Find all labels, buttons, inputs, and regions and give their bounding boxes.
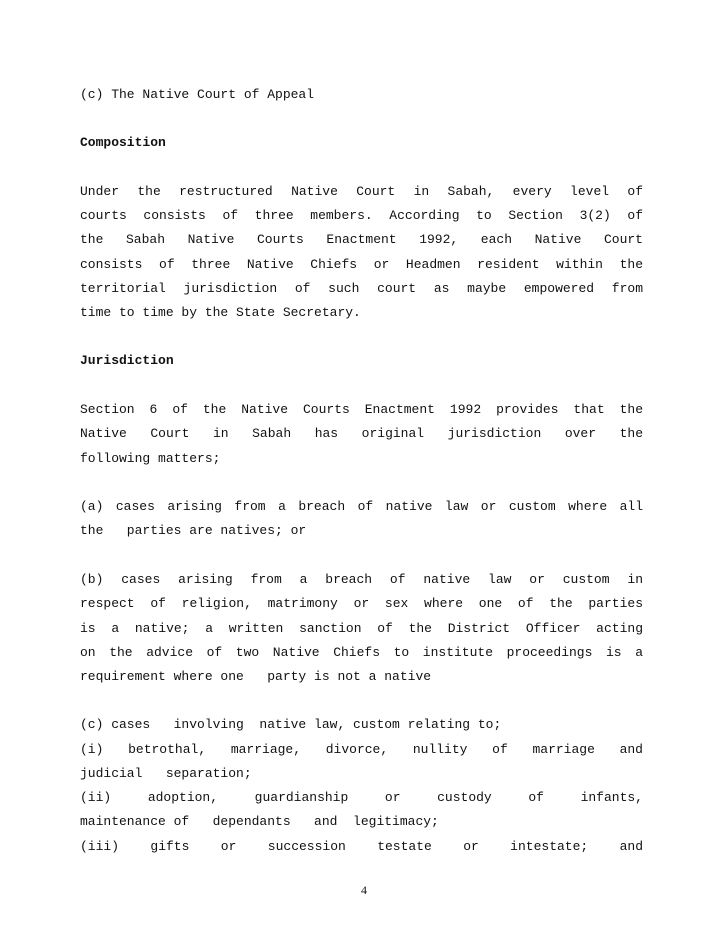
composition-line: courts consists of three members. According to Section 3(2) of [80,208,643,223]
item-a-line: the parties are natives; or [80,523,307,538]
item-c-line: (c) cases involving native law, custom relating to; [80,717,502,732]
item-a-line: (a) cases arising from a breach of native law or custom where all [80,499,643,514]
composition-line: consists of three Native Chiefs or Headmen resident within the [80,257,643,272]
composition-line: time to time by the State Secretary. [80,305,361,320]
item-b-line: on the advice of two Native Chiefs to institute proceedings is a [80,645,643,660]
item-c-line: judicial separation; [80,766,252,781]
composition-line: territorial jurisdiction of such court as maybe empowered from [80,281,643,296]
jurisdiction-intro-line: following matters; [80,451,221,466]
item-b-line: is a native; a written sanction of the District Officer acting [80,621,643,636]
item-c-line: (iii) gifts or succession testate or intestate; and [80,839,643,854]
jurisdiction-intro-line: Native Court in Sabah has original jurisdiction over the [80,426,643,441]
composition-line: the Sabah Native Courts Enactment 1992, each Native Court [80,232,643,247]
item-c-line: maintenance of dependants and legitimacy; [80,814,439,829]
composition-line: Under the restructured Native Court in Sabah, every level of [80,184,643,199]
page-number: 4 [361,883,367,897]
item-b-line: respect of religion, matrimony or sex where one of the parties [80,596,643,611]
item-b-line: requirement where one party is not a native [80,669,432,684]
section-heading-court-of-appeal: (c) The Native Court of Appeal [80,87,315,102]
item-b-line: (b) cases arising from a breach of native law or custom in [80,572,643,587]
jurisdiction-intro-line: Section 6 of the Native Courts Enactment 1992 provides that the [80,402,643,417]
heading-jurisdiction: Jurisdiction [80,353,174,368]
item-c-line: (ii) adoption, guardianship or custody of infants, [80,790,643,805]
item-c-line: (i) betrothal, marriage, divorce, nullity of marriage and [80,742,643,757]
heading-composition: Composition [80,135,166,150]
